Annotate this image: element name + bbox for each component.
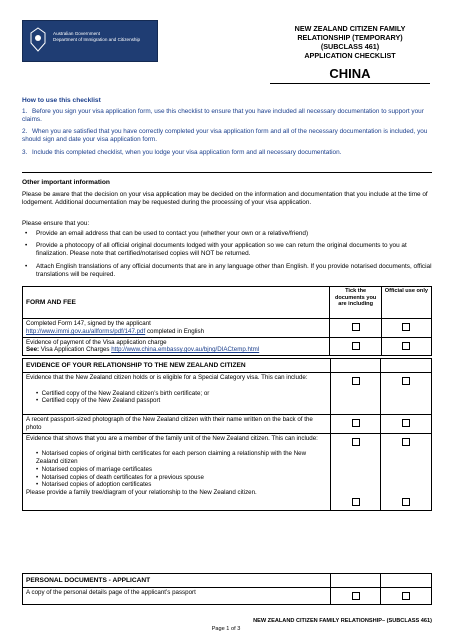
ensure-bullet-3: • Attach English translations of any official documents that are in any language other than English. If you provide notarised documents, official translations will be required. — [25, 263, 432, 279]
how-item-2: 2. When you are satisfied that you have correctly completed your visa application form and all of the necessary documentation is included, you should sign and date your visa application form. — [22, 128, 428, 144]
family-unit-row — [23, 433, 331, 510]
form-147-rest: completed in English — [145, 327, 205, 335]
family-tree-official-checkbox — [402, 498, 410, 506]
relationship-heading-tick-cell — [330, 359, 381, 373]
form-147-text: Completed Form 147, signed by the applicant — [26, 320, 151, 327]
marriage-cert-item: • Notarised copies of marriage certificates — [36, 465, 152, 473]
form-and-fee-table — [22, 286, 432, 356]
how-item-3: 3. Include this completed checklist, when you lodge your visa application form and all necessary documentation. — [22, 149, 342, 156]
form-147-official-checkbox — [402, 323, 410, 331]
passport-page-checkbox[interactable] — [352, 592, 360, 600]
form-147-tick-cell — [330, 319, 381, 338]
personal-documents-heading: PERSONAL DOCUMENTS - APPLICANT — [23, 574, 331, 588]
photo-row: A recent passport-sized photograph of the New Zealand citizen with their name written on the back of the photo — [23, 414, 331, 433]
form-147-row — [23, 319, 330, 338]
special-category-official-cell — [381, 373, 432, 415]
other-info-paragraph: Please be aware that the decision on your visa application may be decided on the information and documentation that you include at the time of lodgement. Additional documentation may be requested during the processing of your visa application. — [22, 191, 428, 207]
payment-tick-cell — [330, 337, 381, 356]
charges-link[interactable]: http://www.china.embassy.gov.au/bjng/DIACtemp.html — [111, 346, 260, 354]
ensure-bullet-3-text: Attach English translations of any official documents that are in any language other than English. If you provide notarised documents, official translations will be required. — [36, 263, 432, 279]
banner-line-2: Department of Immigration and Citizenship — [53, 37, 141, 42]
adoption-cert-item: • Notarised copies of adoption certificates — [36, 481, 152, 489]
special-category-row — [23, 373, 331, 415]
banner-line-1: Australian Government — [53, 31, 100, 36]
header-line-4: APPLICATION CHECKLIST — [304, 51, 396, 60]
official-use-header: Official use only — [381, 287, 431, 319]
death-cert-item: • Notarised copies of death certificates for a previous spouse — [36, 473, 204, 481]
photo-official-cell — [381, 414, 432, 433]
form-147-checkbox[interactable] — [352, 323, 360, 331]
ensure-bullet-1-text: Provide an email address that can be used to contact you (whether your own or a relative/friend) — [36, 230, 309, 237]
ensure-bullet-2-text: Provide a photocopy of all official original documents lodged with your application so we can return the original documents to you at finalization. Please note that certified/notarised copies will NOT be returned. — [36, 242, 407, 258]
page-number: Page 1 of 3 — [211, 626, 241, 632]
special-category-text: Evidence that the New Zealand citizen holds or is eligible for a Special Category visa. This can include: — [26, 374, 308, 381]
personal-heading-tick-cell — [330, 574, 381, 588]
tick-column-header: Tick the documents you are including — [330, 287, 381, 319]
ensure-bullet-1: • Provide an email address that can be used to contact you (whether your own or a relative/friend) — [22, 230, 432, 238]
passport-page-official-checkbox — [402, 592, 410, 600]
passport-page-official-cell — [381, 588, 432, 605]
country-title: CHINA — [270, 66, 430, 84]
photo-checkbox[interactable] — [352, 419, 360, 427]
form-147-official-cell — [381, 319, 431, 338]
how-item-1: 1. Before you sign your visa application form, use this checklist to ensure that you have included all necessary documentation to support your claims. — [22, 108, 424, 124]
death-cert-text: Notarised copies of death certificates for a previous spouse — [41, 473, 204, 481]
relationship-heading: EVIDENCE OF YOUR RELATIONSHIP TO THE NEW ZEALAND CITIZEN — [23, 359, 331, 373]
coat-of-arms-icon — [27, 25, 49, 57]
family-unit-official-cell — [381, 433, 432, 510]
header-line-3: (SUBCLASS 461) — [320, 42, 380, 51]
how-item-2-text: When you are satisfied that you have correctly completed your visa application form and all of the necessary documentation is included, you should sign and date your visa application form. — [22, 128, 428, 144]
footer-title: NEW ZEALAND CITIZEN FAMILY RELATIONSHIP– (SUBCLASS 461) — [253, 618, 432, 624]
special-category-checkbox[interactable] — [352, 377, 360, 385]
payment-checkbox[interactable] — [352, 342, 360, 350]
relationship-heading-official-cell — [381, 359, 432, 373]
header-line-1: NEW ZEALAND CITIZEN FAMILY — [294, 24, 406, 33]
photo-tick-cell — [330, 414, 381, 433]
birth-cert-item: • Notarised copies of original birth certificates for each person claiming a relationship with the New Zealand citizen — [36, 450, 307, 465]
family-unit-checkbox[interactable] — [352, 438, 360, 446]
family-unit-tick-cell — [330, 433, 381, 510]
marriage-cert-text: Notarised copies of marriage certificates — [41, 465, 152, 473]
nz-birth-cert-item: • Certified copy of the New Zealand citizen’s birth certificate; or — [36, 389, 210, 397]
charges-text: Visa Application Charges — [39, 346, 112, 354]
payment-official-checkbox — [402, 342, 410, 350]
form-and-fee-heading: FORM AND FEE — [23, 287, 330, 319]
special-category-tick-cell — [330, 373, 381, 415]
other-info-title: Other important information — [22, 179, 110, 186]
how-to-title: How to use this checklist — [22, 97, 101, 104]
document-header — [270, 24, 430, 60]
see-label: See: — [26, 346, 40, 354]
family-unit-official-checkbox — [402, 438, 410, 446]
relationship-evidence-table — [22, 358, 432, 511]
government-banner — [22, 20, 158, 62]
form-147-link[interactable]: http://www.immi.gov.au/allforms/pdf/147.pdf — [26, 327, 146, 335]
ensure-bullet-2: • Provide a photocopy of all official original documents lodged with your application so we can return the original documents to you at finalization. Please note that certified/notarised copies will NOT be returned. — [22, 242, 432, 258]
nz-birth-cert-text: Certified copy of the New Zealand citizen’s birth certificate; or — [41, 389, 210, 397]
special-category-official-checkbox — [402, 377, 410, 385]
adoption-cert-text: Notarised copies of adoption certificates — [41, 481, 152, 489]
payment-row — [23, 337, 330, 356]
photo-official-checkbox — [402, 419, 410, 427]
personal-heading-official-cell — [381, 574, 432, 588]
personal-documents-table — [22, 573, 432, 605]
payment-official-cell — [381, 337, 431, 356]
passport-page-tick-cell — [330, 588, 381, 605]
how-item-1-text: Before you sign your visa application form, use this checklist to ensure that you have included all necessary documentation to support your claims. — [22, 108, 424, 124]
how-item-3-text: Include this completed checklist, when you lodge your visa application form and all necessary documentation. — [32, 149, 342, 156]
family-tree-checkbox[interactable] — [352, 498, 360, 506]
birth-cert-text: Notarised copies of original birth certificates for each person claiming a relationship with the New Zealand citizen — [36, 450, 307, 465]
divider — [22, 172, 432, 173]
header-line-2: RELATIONSHIP (TEMPORARY) — [297, 33, 403, 42]
passport-page-row: A copy of the personal details page of the applicant’s passport — [23, 588, 331, 605]
payment-text: Evidence of payment of the Visa application charge — [26, 338, 167, 346]
nz-passport-item: • Certified copy of the New Zealand passport — [36, 397, 161, 405]
family-unit-text: Evidence that shows that you are a member of the family unit of the New Zealand citizen. This can include: — [26, 434, 318, 442]
nz-passport-text: Certified copy of the New Zealand passport — [41, 397, 161, 405]
banner-text — [53, 31, 140, 43]
family-tree-text: Please provide a family tree/diagram of your relationship to the New Zealand citizen. — [26, 489, 257, 497]
ensure-intro: Please ensure that you: — [22, 220, 90, 227]
